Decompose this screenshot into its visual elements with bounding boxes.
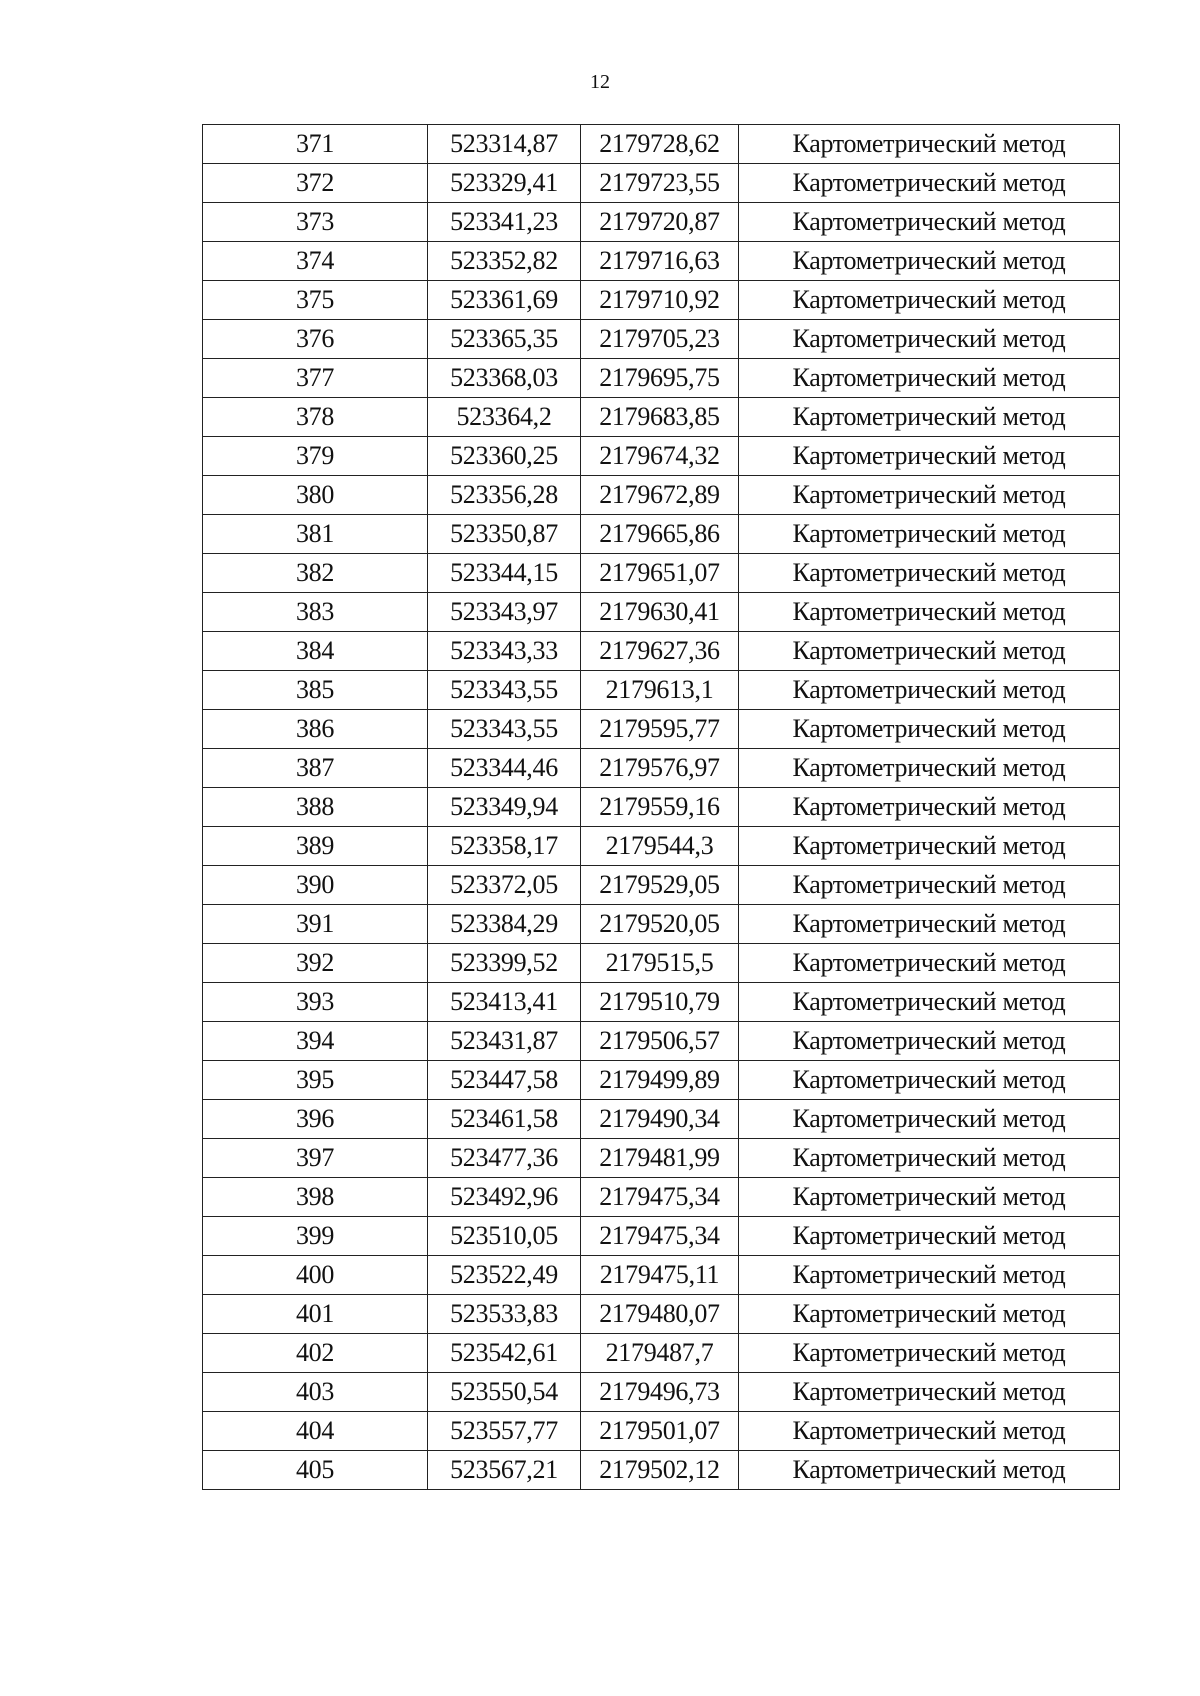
y-coordinate-cell: 2179695,75 <box>581 359 739 398</box>
y-coordinate-cell: 2179529,05 <box>581 866 739 905</box>
point-number-cell: 400 <box>203 1256 428 1295</box>
method-cell: Картометрический метод <box>739 749 1120 788</box>
x-coordinate-cell: 523368,03 <box>428 359 581 398</box>
table-row <box>203 632 1120 671</box>
y-coordinate-cell: 2179613,1 <box>581 671 739 710</box>
page-number: 12 <box>590 71 610 93</box>
y-coordinate-cell: 2179559,16 <box>581 788 739 827</box>
table-row <box>203 1061 1120 1100</box>
method-cell: Картометрический метод <box>739 281 1120 320</box>
table-row <box>203 710 1120 749</box>
point-number-cell: 376 <box>203 320 428 359</box>
y-coordinate-cell: 2179705,23 <box>581 320 739 359</box>
method-cell: Картометрический метод <box>739 827 1120 866</box>
coordinates-table <box>202 124 1120 1490</box>
table-row <box>203 1334 1120 1373</box>
method-cell: Картометрический метод <box>739 437 1120 476</box>
coordinates-table-body <box>203 125 1120 1490</box>
point-number-cell: 404 <box>203 1412 428 1451</box>
table-row <box>203 866 1120 905</box>
point-number-cell: 394 <box>203 1022 428 1061</box>
y-coordinate-cell: 2179651,07 <box>581 554 739 593</box>
point-number-cell: 384 <box>203 632 428 671</box>
point-number-cell: 390 <box>203 866 428 905</box>
point-number-cell: 387 <box>203 749 428 788</box>
point-number-cell: 381 <box>203 515 428 554</box>
table-row <box>203 905 1120 944</box>
x-coordinate-cell: 523329,41 <box>428 164 581 203</box>
table-row <box>203 554 1120 593</box>
method-cell: Картометрический метод <box>739 593 1120 632</box>
point-number-cell: 373 <box>203 203 428 242</box>
x-coordinate-cell: 523343,97 <box>428 593 581 632</box>
y-coordinate-cell: 2179499,89 <box>581 1061 739 1100</box>
method-cell: Картометрический метод <box>739 203 1120 242</box>
method-cell: Картометрический метод <box>739 320 1120 359</box>
table-row <box>203 281 1120 320</box>
point-number-cell: 385 <box>203 671 428 710</box>
x-coordinate-cell: 523557,77 <box>428 1412 581 1451</box>
point-number-cell: 371 <box>203 125 428 164</box>
y-coordinate-cell: 2179496,73 <box>581 1373 739 1412</box>
table-row <box>203 1139 1120 1178</box>
point-number-cell: 398 <box>203 1178 428 1217</box>
x-coordinate-cell: 523360,25 <box>428 437 581 476</box>
method-cell: Картометрический метод <box>739 1256 1120 1295</box>
y-coordinate-cell: 2179710,92 <box>581 281 739 320</box>
table-row <box>203 515 1120 554</box>
method-cell: Картометрический метод <box>739 1217 1120 1256</box>
point-number-cell: 386 <box>203 710 428 749</box>
y-coordinate-cell: 2179595,77 <box>581 710 739 749</box>
x-coordinate-cell: 523522,49 <box>428 1256 581 1295</box>
x-coordinate-cell: 523365,35 <box>428 320 581 359</box>
y-coordinate-cell: 2179544,3 <box>581 827 739 866</box>
x-coordinate-cell: 523341,23 <box>428 203 581 242</box>
point-number-cell: 374 <box>203 242 428 281</box>
point-number-cell: 392 <box>203 944 428 983</box>
x-coordinate-cell: 523510,05 <box>428 1217 581 1256</box>
x-coordinate-cell: 523461,58 <box>428 1100 581 1139</box>
method-cell: Картометрический метод <box>739 125 1120 164</box>
point-number-cell: 397 <box>203 1139 428 1178</box>
x-coordinate-cell: 523356,28 <box>428 476 581 515</box>
table-row <box>203 1217 1120 1256</box>
table-row <box>203 164 1120 203</box>
method-cell: Картометрический метод <box>739 671 1120 710</box>
point-number-cell: 402 <box>203 1334 428 1373</box>
y-coordinate-cell: 2179723,55 <box>581 164 739 203</box>
point-number-cell: 382 <box>203 554 428 593</box>
y-coordinate-cell: 2179475,34 <box>581 1178 739 1217</box>
point-number-cell: 380 <box>203 476 428 515</box>
point-number-cell: 388 <box>203 788 428 827</box>
y-coordinate-cell: 2179674,32 <box>581 437 739 476</box>
y-coordinate-cell: 2179630,41 <box>581 593 739 632</box>
point-number-cell: 377 <box>203 359 428 398</box>
y-coordinate-cell: 2179502,12 <box>581 1451 739 1490</box>
table-row <box>203 359 1120 398</box>
y-coordinate-cell: 2179520,05 <box>581 905 739 944</box>
point-number-cell: 395 <box>203 1061 428 1100</box>
table-row <box>203 1451 1120 1490</box>
method-cell: Картометрический метод <box>739 1412 1120 1451</box>
table-row <box>203 203 1120 242</box>
x-coordinate-cell: 523343,55 <box>428 710 581 749</box>
y-coordinate-cell: 2179480,07 <box>581 1295 739 1334</box>
method-cell: Картометрический метод <box>739 1022 1120 1061</box>
y-coordinate-cell: 2179515,5 <box>581 944 739 983</box>
point-number-cell: 372 <box>203 164 428 203</box>
point-number-cell: 393 <box>203 983 428 1022</box>
y-coordinate-cell: 2179481,99 <box>581 1139 739 1178</box>
point-number-cell: 391 <box>203 905 428 944</box>
y-coordinate-cell: 2179475,11 <box>581 1256 739 1295</box>
point-number-cell: 399 <box>203 1217 428 1256</box>
x-coordinate-cell: 523533,83 <box>428 1295 581 1334</box>
x-coordinate-cell: 523431,87 <box>428 1022 581 1061</box>
y-coordinate-cell: 2179720,87 <box>581 203 739 242</box>
x-coordinate-cell: 523364,2 <box>428 398 581 437</box>
method-cell: Картометрический метод <box>739 164 1120 203</box>
table-row <box>203 1022 1120 1061</box>
method-cell: Картометрический метод <box>739 515 1120 554</box>
method-cell: Картометрический метод <box>739 1373 1120 1412</box>
table-row <box>203 437 1120 476</box>
method-cell: Картометрический метод <box>739 983 1120 1022</box>
x-coordinate-cell: 523361,69 <box>428 281 581 320</box>
table-row <box>203 1373 1120 1412</box>
table-row <box>203 749 1120 788</box>
table-row <box>203 125 1120 164</box>
x-coordinate-cell: 523350,87 <box>428 515 581 554</box>
method-cell: Картометрический метод <box>739 1100 1120 1139</box>
point-number-cell: 405 <box>203 1451 428 1490</box>
table-row <box>203 1100 1120 1139</box>
point-number-cell: 389 <box>203 827 428 866</box>
point-number-cell: 396 <box>203 1100 428 1139</box>
point-number-cell: 403 <box>203 1373 428 1412</box>
point-number-cell: 375 <box>203 281 428 320</box>
table-row <box>203 788 1120 827</box>
x-coordinate-cell: 523413,41 <box>428 983 581 1022</box>
x-coordinate-cell: 523344,46 <box>428 749 581 788</box>
x-coordinate-cell: 523349,94 <box>428 788 581 827</box>
table-row <box>203 1295 1120 1334</box>
y-coordinate-cell: 2179487,7 <box>581 1334 739 1373</box>
x-coordinate-cell: 523344,15 <box>428 554 581 593</box>
method-cell: Картометрический метод <box>739 359 1120 398</box>
x-coordinate-cell: 523567,21 <box>428 1451 581 1490</box>
x-coordinate-cell: 523343,33 <box>428 632 581 671</box>
method-cell: Картометрический метод <box>739 944 1120 983</box>
y-coordinate-cell: 2179510,79 <box>581 983 739 1022</box>
x-coordinate-cell: 523477,36 <box>428 1139 581 1178</box>
point-number-cell: 401 <box>203 1295 428 1334</box>
y-coordinate-cell: 2179501,07 <box>581 1412 739 1451</box>
y-coordinate-cell: 2179475,34 <box>581 1217 739 1256</box>
table-row <box>203 476 1120 515</box>
method-cell: Картометрический метод <box>739 476 1120 515</box>
y-coordinate-cell: 2179672,89 <box>581 476 739 515</box>
y-coordinate-cell: 2179665,86 <box>581 515 739 554</box>
table-row <box>203 671 1120 710</box>
point-number-cell: 379 <box>203 437 428 476</box>
x-coordinate-cell: 523492,96 <box>428 1178 581 1217</box>
table-row <box>203 944 1120 983</box>
x-coordinate-cell: 523352,82 <box>428 242 581 281</box>
x-coordinate-cell: 523447,58 <box>428 1061 581 1100</box>
table-row <box>203 593 1120 632</box>
method-cell: Картометрический метод <box>739 710 1120 749</box>
method-cell: Картометрический метод <box>739 1139 1120 1178</box>
method-cell: Картометрический метод <box>739 1295 1120 1334</box>
x-coordinate-cell: 523384,29 <box>428 905 581 944</box>
y-coordinate-cell: 2179728,62 <box>581 125 739 164</box>
x-coordinate-cell: 523372,05 <box>428 866 581 905</box>
table-row <box>203 1256 1120 1295</box>
y-coordinate-cell: 2179716,63 <box>581 242 739 281</box>
table-row <box>203 983 1120 1022</box>
table-row <box>203 320 1120 359</box>
x-coordinate-cell: 523399,52 <box>428 944 581 983</box>
point-number-cell: 378 <box>203 398 428 437</box>
table-row <box>203 1412 1120 1451</box>
table-row <box>203 242 1120 281</box>
table-row <box>203 398 1120 437</box>
method-cell: Картометрический метод <box>739 866 1120 905</box>
table-row <box>203 827 1120 866</box>
y-coordinate-cell: 2179627,36 <box>581 632 739 671</box>
method-cell: Картометрический метод <box>739 788 1120 827</box>
x-coordinate-cell: 523343,55 <box>428 671 581 710</box>
method-cell: Картометрический метод <box>739 905 1120 944</box>
method-cell: Картометрический метод <box>739 242 1120 281</box>
method-cell: Картометрический метод <box>739 632 1120 671</box>
x-coordinate-cell: 523358,17 <box>428 827 581 866</box>
method-cell: Картометрический метод <box>739 554 1120 593</box>
method-cell: Картометрический метод <box>739 398 1120 437</box>
y-coordinate-cell: 2179683,85 <box>581 398 739 437</box>
table-row <box>203 1178 1120 1217</box>
method-cell: Картометрический метод <box>739 1178 1120 1217</box>
x-coordinate-cell: 523550,54 <box>428 1373 581 1412</box>
method-cell: Картометрический метод <box>739 1451 1120 1490</box>
method-cell: Картометрический метод <box>739 1334 1120 1373</box>
x-coordinate-cell: 523314,87 <box>428 125 581 164</box>
point-number-cell: 383 <box>203 593 428 632</box>
x-coordinate-cell: 523542,61 <box>428 1334 581 1373</box>
y-coordinate-cell: 2179490,34 <box>581 1100 739 1139</box>
y-coordinate-cell: 2179576,97 <box>581 749 739 788</box>
method-cell: Картометрический метод <box>739 1061 1120 1100</box>
y-coordinate-cell: 2179506,57 <box>581 1022 739 1061</box>
